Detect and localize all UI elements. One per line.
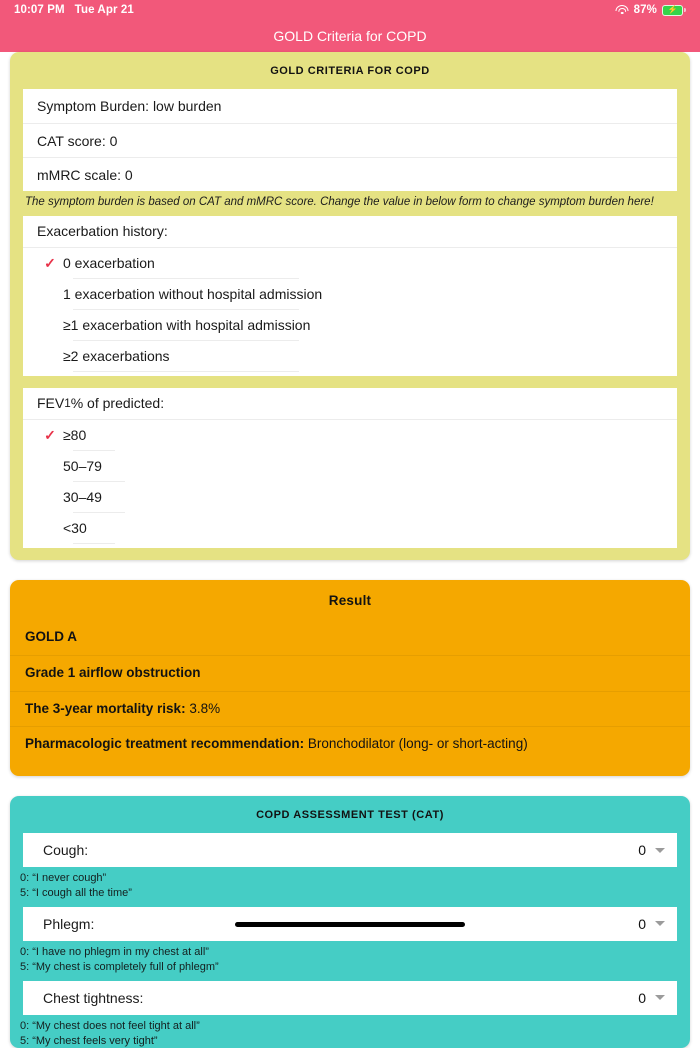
result-treatment-label: Pharmacologic treatment recommendation: (25, 736, 305, 752)
cat-chest-tightness-help-low: 0: “My chest does not feel tight at all” (20, 1019, 200, 1032)
checkmark-icon: ✓ (44, 426, 56, 443)
fev1-label (23, 388, 677, 420)
status-bar (0, 0, 700, 20)
exacerbation-option-2[interactable] (23, 310, 677, 340)
checkmark-icon-placeholder (37, 318, 63, 332)
checkmark-icon-placeholder (37, 521, 63, 535)
fev1-option-label: ≥80 (63, 426, 87, 443)
checkmark-icon-placeholder (37, 287, 63, 301)
chevron-down-icon[interactable] (655, 848, 665, 853)
checkmark-icon-placeholder (37, 459, 63, 473)
cat-phlegm-help-low: 0: “I have no phlegm in my chest at all” (20, 945, 209, 958)
exacerbation-option-0[interactable] (23, 248, 677, 278)
battery-percent-label: 87% (633, 4, 657, 16)
cat-phlegm-label: Phlegm: (43, 915, 95, 932)
fev1-option-label: 50–79 (63, 457, 102, 474)
fev1-option-2[interactable] (23, 482, 677, 512)
result-mortality-label: The 3-year mortality risk: (25, 700, 186, 716)
status-bar-left (14, 4, 134, 16)
fev1-option-3[interactable] (23, 513, 677, 543)
fev1-label-prefix: FEV (37, 395, 65, 412)
checkmark-icon-placeholder (37, 490, 63, 504)
status-date: Tue Apr 21 (74, 4, 134, 16)
wifi-icon (616, 5, 629, 15)
cat-score-row: CAT score: 0 (23, 123, 677, 157)
exacerbation-option-label: 1 exacerbation without hospital admission (63, 285, 323, 302)
checkmark-icon-placeholder (37, 349, 63, 363)
cat-chest-tightness-field[interactable] (23, 981, 677, 1015)
cat-cough-help-high: 5: “I cough all the time” (20, 887, 132, 900)
cat-chest-tightness-help (10, 1015, 690, 1048)
cat-cough-help-low: 0: “I never cough” (20, 872, 107, 885)
fev1-panel (23, 388, 677, 548)
gold-criteria-card-title: GOLD CRITERIA FOR COPD (270, 65, 430, 77)
cat-chest-tightness-help-high: 5: “My chest feels very tight” (20, 1034, 158, 1047)
cat-cough-help (10, 867, 690, 901)
cat-phlegm-help (10, 941, 690, 975)
exacerbation-option-label: ≥2 exacerbations (63, 347, 170, 364)
status-time: 10:07 PM (14, 4, 65, 16)
exacerbation-option-1[interactable] (23, 279, 677, 309)
result-card-title: Result (328, 592, 372, 608)
fev1-label-subscript: 1 (64, 396, 71, 410)
mmrc-scale-row: mMRC scale: 0 (23, 157, 677, 191)
cat-chest-tightness-label: Chest tightness: (43, 989, 144, 1006)
cat-phlegm-help-high: 5: “My chest is completely full of phlegm” (20, 960, 219, 973)
result-gold-group-value: GOLD A (25, 628, 77, 644)
card-gap (0, 776, 700, 796)
home-indicator[interactable] (235, 922, 465, 927)
scroll-content[interactable] (0, 52, 700, 1047)
card-gap (0, 560, 700, 580)
cat-phlegm-value: 0 (638, 915, 646, 932)
symptom-burden-hint: The symptom burden is based on CAT and mMRC score. Change the value in below form to change symptom burden here! (25, 196, 654, 208)
checkmark-icon: ✓ (44, 254, 56, 271)
chevron-down-icon[interactable] (655, 995, 665, 1000)
cat-chest-tightness-value: 0 (638, 989, 646, 1006)
symptom-summary-panel (23, 89, 677, 191)
gold-criteria-card (10, 52, 690, 560)
exacerbation-option-3[interactable] (23, 341, 677, 371)
fev1-option-1[interactable] (23, 451, 677, 481)
exacerbation-history-panel (23, 216, 677, 376)
page-title: GOLD Criteria for COPD (273, 28, 427, 44)
result-grade-value: Grade 1 airflow obstruction (25, 664, 201, 680)
result-mortality-value: 3.8% (189, 700, 221, 716)
result-grade (10, 655, 690, 691)
result-card (10, 580, 690, 777)
result-gold-group (10, 620, 690, 655)
fev1-option-label: 30–49 (63, 488, 102, 505)
exacerbation-option-label: 0 exacerbation (63, 254, 155, 271)
exacerbation-option-label: ≥1 exacerbation with hospital admission (63, 316, 311, 333)
panel-bottom-pad (23, 544, 677, 548)
panel-gap (10, 376, 690, 388)
result-mortality (10, 691, 690, 727)
fev1-label-suffix: % of predicted: (70, 395, 165, 412)
fev1-option-label: <30 (63, 519, 87, 536)
symptom-burden-row: Symptom Burden: low burden (37, 98, 222, 114)
battery-charging-icon: ⚡ (662, 5, 686, 16)
result-treatment (10, 726, 690, 762)
chevron-down-icon[interactable] (655, 921, 665, 926)
fev1-option-0[interactable] (23, 420, 677, 450)
cat-cough-field[interactable] (23, 833, 677, 867)
cat-cough-value: 0 (638, 842, 646, 859)
cat-card-title: COPD ASSESSMENT TEST (CAT) (256, 809, 444, 822)
cat-cough-label: Cough: (43, 842, 89, 859)
navigation-bar (0, 20, 700, 52)
exacerbation-history-label: Exacerbation history: (23, 216, 677, 248)
status-bar-right (616, 4, 686, 16)
result-treatment-value: Bronchodilator (long- or short-acting) (307, 736, 528, 752)
